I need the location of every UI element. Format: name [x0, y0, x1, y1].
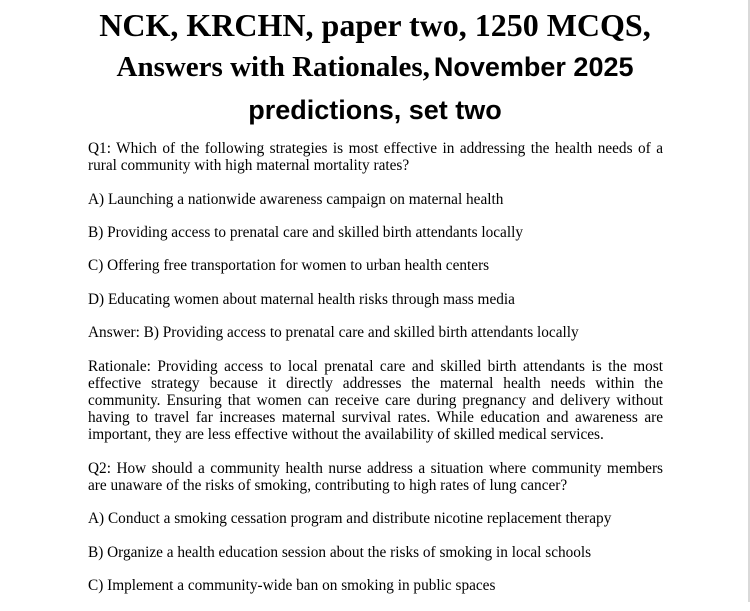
q1-question: Q1: Which of the following strategies is most effective in addressing the health needs of a rural community with high maternal mortality rates? — [88, 140, 663, 175]
q1-option-d: D) Educating women about maternal health risks through mass media — [88, 290, 515, 308]
document-header — [0, 0, 750, 127]
q1-rationale: Rationale: Providing access to local prenatal care and skilled birth attendants is the most effective strategy because it directly addresses the maternal health needs within the community. Ensuring that women can receive care during pregnancy and delivery without having to travel far increases maternal survival rates. While education and awareness are important, they are less effective without the availability of skilled medical services. — [88, 357, 663, 444]
document-title-line-2-sans: November 2025 — [433, 52, 634, 82]
q2-option-c: C) Implement a community-wide ban on smoking in public spaces — [88, 577, 496, 595]
q1-option-b: B) Providing access to prenatal care and skilled birth attendants locally — [88, 223, 523, 241]
q1-option-a: A) Launching a nationwide awareness campaign on maternal health — [88, 190, 504, 208]
document-title-line-1: NCK, KRCHN, paper two, 1250 MCQS, — [99, 7, 651, 43]
q2-option-a: A) Conduct a smoking cessation program and distribute nicotine replacement therapy — [88, 510, 612, 528]
q1-answer: Answer: B) Providing access to prenatal care and skilled birth attendants locally — [88, 324, 579, 342]
document-title-line-3: predictions, set two — [248, 95, 502, 125]
document-body — [88, 140, 663, 611]
q1-option-c: C) Offering free transportation for women to urban health centers — [88, 257, 490, 275]
q2-question: Q2: How should a community health nurse address a situation where community members are unaware of the risks of smoking, contributing to high rates of lung cancer? — [88, 459, 663, 494]
document-title-line-2-serif: Answers with Rationales, — [116, 51, 430, 83]
document-title-line-2 — [0, 48, 750, 91]
q2-option-b: B) Organize a health education session about the risks of smoking in local schools — [88, 543, 592, 561]
